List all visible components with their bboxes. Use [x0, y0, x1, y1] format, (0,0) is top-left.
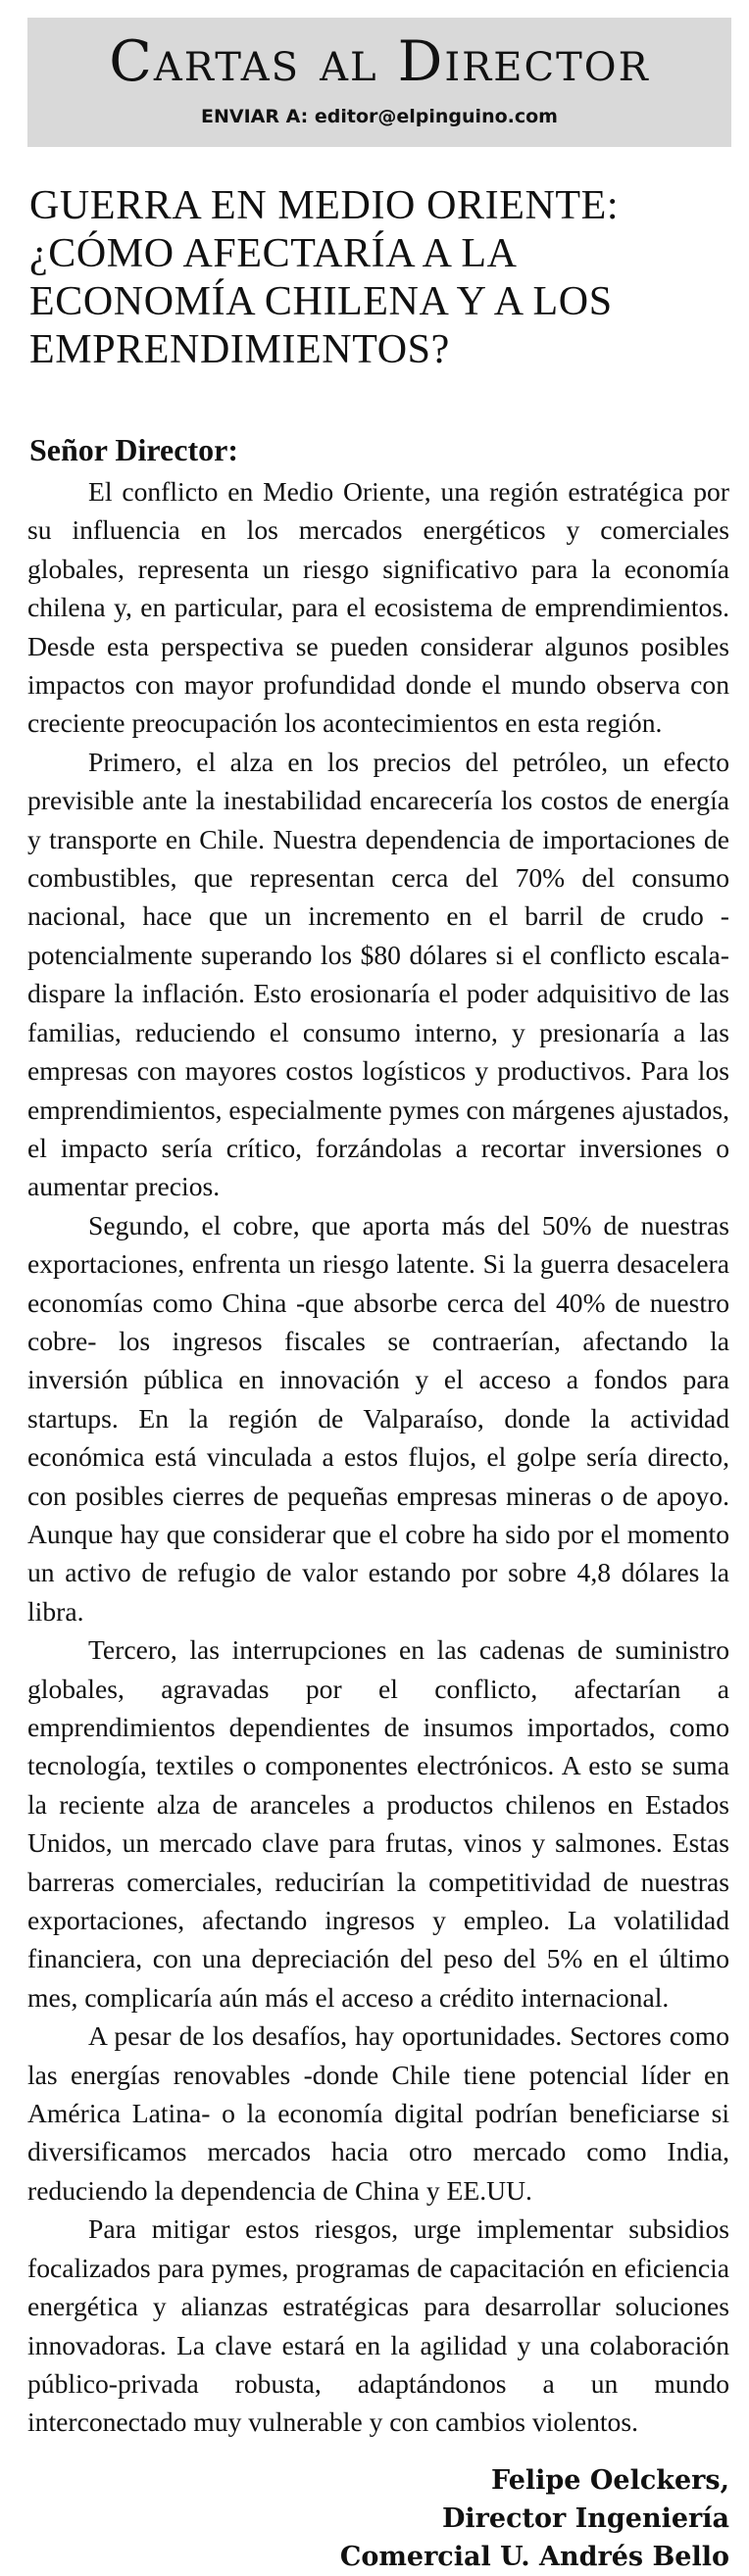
section-masthead	[27, 18, 731, 147]
letter-paragraph: Para mitigar estos riesgos, urge implementar subsidios focalizados para pymes, programas de capacitación en eficiencia energética y alianzas estratégicas para desarrollar soluciones innovadoras. La clave estará en la agilidad y una colaboración público-privada robusta, adaptándonos a un mundo interconectado muy vulnerable y con cambios violentos.	[27, 2213, 729, 2438]
contact-email-line: ENVIAR A: editor@elpinguino.com	[201, 106, 558, 127]
signature-title: Director Ingeniería	[442, 2503, 729, 2534]
letter-signature	[27, 2461, 729, 2576]
letter-paragraph: El conflicto en Medio Oriente, una región estratégica por su influencia en los mercados energéticos y comerciales globales, representa un riesgo significativo para la economía chilena y, en particular, para el ecosistema de emprendimientos. Desde esta perspectiva se pueden considerar algunos posibles impactos con mayor profundidad donde el mundo observa con creciente preocupación los acontecimientos en esta región.	[27, 476, 729, 739]
letter-salutation: Señor Director:	[29, 432, 238, 467]
letter-paragraph: Segundo, el cobre, que aporta más del 50% de nuestras exportaciones, enfrenta un riesgo latente. Si la guerra desacelera economías como China -que absorbe cerca del 40% de nuestro cobre- los ingresos fiscales se contraerían, afectando la inversión pública en innovación y el acceso a fondos para startups. En la región de Valparaíso, donde la actividad económica está vinculada a estos flujos, el golpe sería directo, con posibles cierres de pequeñas empresas mineras o de apoyo. Aunque hay que considerar que el cobre ha sido por el momento un activo de refugio de valor estando por sobre 4,8 dólares la libra.	[27, 1209, 729, 1627]
section-title: Cartas al Director	[109, 29, 650, 94]
letter-headline: GUERRA EN MEDIO ORIENTE: ¿CÓMO AFECTARÍA A LA ECONOMÍA CHILENA Y A LOS EMPRENDIMIENTOS?	[29, 183, 620, 372]
letter-body	[27, 472, 729, 2442]
letter-paragraph: Primero, el alza en los precios del petróleo, un efecto previsible ante la inestabilidad encarecería los costos de energía y transporte en Chile. Nuestra dependencia de importaciones de combustibles, que representan cerca del 70% del consumo nacional, hace que un incremento en el barril de crudo -potencialmente superando los $80 dólares si el conflicto escala- dispare la inflación. Esto erosionaría el poder adquisitivo de las familias, reduciendo el consumo interno, y presionaría a las empresas con mayores costos logísticos y productivos. Para los emprendimientos, especialmente pymes con márgenes ajustados, el impacto sería crítico, forzándolas a recortar inversiones o aumentar precios.	[27, 746, 729, 1202]
letter-paragraph: Tercero, las interrupciones en las cadenas de suministro globales, agravadas por el conflicto, afectarían a emprendimientos dependientes de insumos importados, como tecnología, textiles o componentes electrónicos. A esto se suma la reciente alza de aranceles a productos chilenos en Estados Unidos, un mercado clave para frutas, vinos y salmones. Estas barreras comerciales, reducirían la competitividad de nuestras exportaciones, afectando ingresos y empleo. La volatilidad financiera, con una depreciación del peso del 5% en el último mes, complicaría aún más el acceso a crédito internacional.	[27, 1634, 729, 2013]
signature-name: Felipe Oelckers,	[491, 2464, 729, 2496]
letter-paragraph: A pesar de los desafíos, hay oportunidades. Sectores como las energías renovables -donde Chile tiene potencial líder en América Latina- o la economía digital podrían beneficiarse si diversificamos mercados hacia otro mercado como India, reduciendo la dependencia de China y EE.UU.	[27, 2020, 729, 2206]
signature-institution: Comercial U. Andrés Bello	[339, 2541, 729, 2572]
